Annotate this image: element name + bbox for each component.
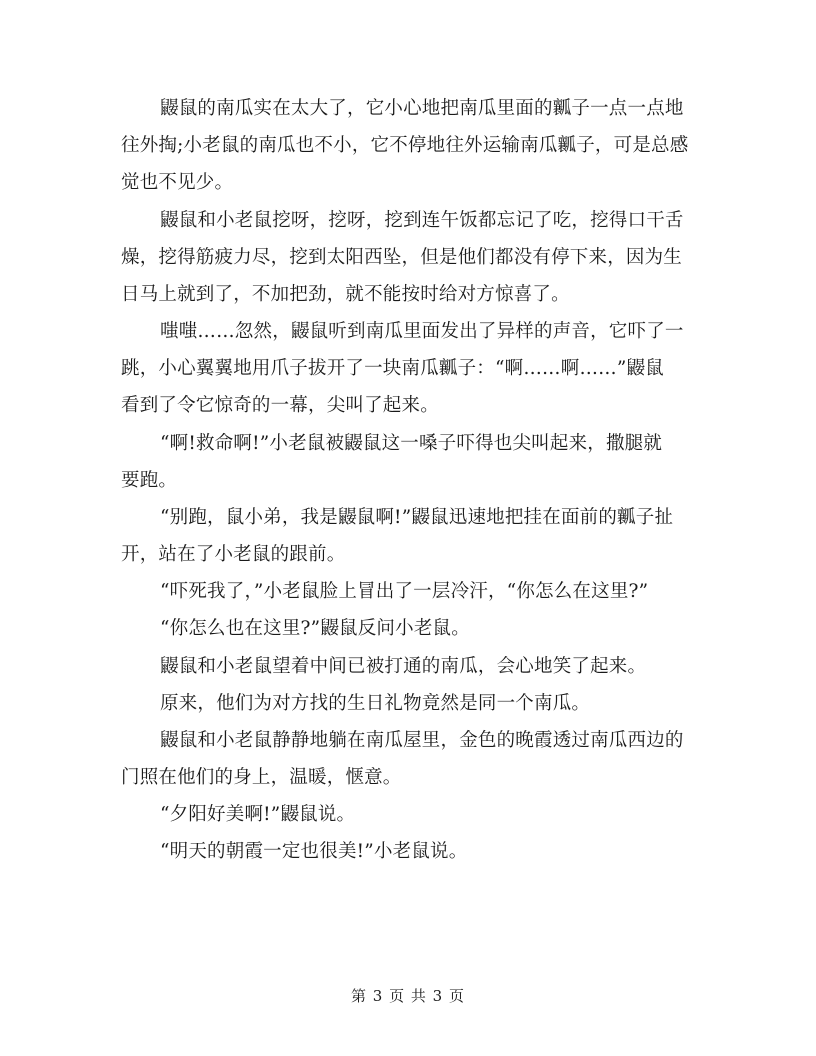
- paragraph-line: 往外掏;小老鼠的南瓜也不小，它不停地往外运输南瓜瓤子，可是总感: [121, 135, 689, 156]
- paragraph-line: 原来，他们为对方找的生日礼物竟然是同一个南瓜。: [160, 693, 591, 714]
- paragraph-line: 日马上就到了，不加把劲，就不能按时给对方惊喜了。: [121, 284, 570, 305]
- paragraph-line: 开，站在了小老鼠的跟前。: [121, 544, 346, 565]
- paragraph-line: “你怎么也在这里?”鼹鼠反问小老鼠。: [160, 618, 470, 639]
- paragraph-line: 鼹鼠的南瓜实在太大了，它小心地把南瓜里面的瓤子一点一点地: [160, 98, 684, 119]
- paragraph-line: 要跑。: [121, 470, 178, 491]
- paragraph-line: 鼹鼠和小老鼠望着中间已被打通的南瓜，会心地笑了起来。: [160, 656, 647, 677]
- paragraph-line: 鼹鼠和小老鼠挖呀，挖呀，挖到连午饭都忘记了吃，挖得口干舌: [160, 210, 684, 231]
- paragraph-line: 觉也不见少。: [121, 172, 234, 193]
- paragraph-line: 嗤嗤……忽然，鼹鼠听到南瓜里面发出了异样的声音，它吓了一: [160, 321, 684, 342]
- paragraph-line: “别跑，鼠小弟，我是鼹鼠啊!”鼹鼠迅速地把挂在面前的瓤子扯: [160, 507, 674, 528]
- paragraph-line: “啊!救命啊!”小老鼠被鼹鼠这一嗓子吓得也尖叫起来，撒腿就: [160, 433, 663, 454]
- paragraph-line: 燥，挖得筋疲力尽，挖到太阳西坠，但是他们都没有停下来，因为生: [121, 247, 683, 268]
- paragraph-line: “夕阳好美啊!”鼹鼠说。: [160, 804, 356, 825]
- page-number-footer: 第 3 页 共 3 页: [351, 987, 465, 1005]
- paragraph-line: 鼹鼠和小老鼠静静地躺在南瓜屋里，金色的晚霞透过南瓜西边的: [160, 730, 684, 751]
- paragraph-line: 门照在他们的身上，温暖，惬意。: [121, 767, 402, 788]
- paragraph-line: “明天的朝霞一定也很美!”小老鼠说。: [160, 841, 468, 862]
- paragraph-line: “吓死我了，”小老鼠脸上冒出了一层冷汗，“你怎么在这里?”: [160, 581, 649, 602]
- paragraph-line: 看到了令它惊奇的一幕，尖叫了起来。: [121, 395, 439, 416]
- paragraph-line: 跳，小心翼翼地用爪子拔开了一块南瓜瓤子：“啊……啊……”鼹鼠: [121, 358, 664, 379]
